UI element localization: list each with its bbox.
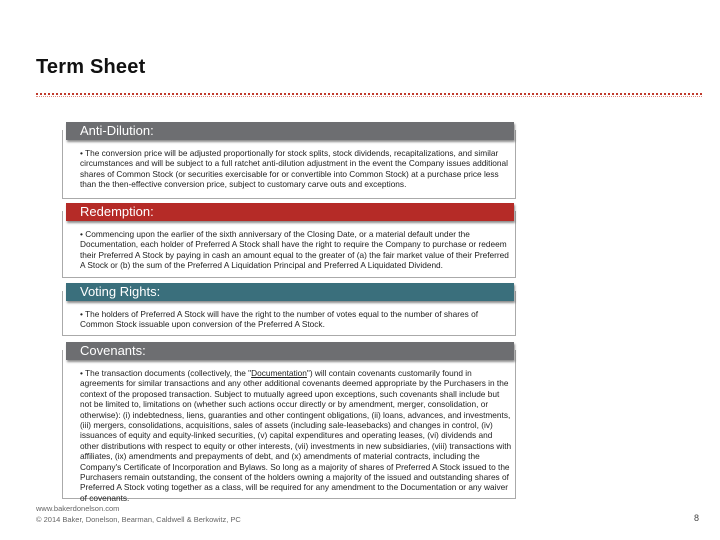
anti-dilution-heading: Anti-Dilution: [66,122,514,140]
redemption-text: • Commencing upon the earlier of the sixth anniversary of the Closing Date, or a material default under the Documentation, each holder of Preferred A Stock shall have the right to require the Company to purchase or redeem their Preferred A Stock by paying in cash an amount equal to the greater of (a) the fair market value of their Preferred A Stock or (b) the sum of the Preferred A Liquidation Principal and Preferred A Liquidated Dividend. [80,229,509,271]
voting-rights-heading: Voting Rights: [66,283,514,301]
covenants-text-part: • The transaction documents (collectively, the " [80,368,252,378]
covenants-heading: Covenants: [66,342,514,360]
footer-copyright: © 2014 Baker, Donelson, Bearman, Caldwell & Berkowitz, PC [36,515,241,524]
anti-dilution-text: • The conversion price will be adjusted proportionally for stock splits, stock dividends, recapitalizations, and similar circumstances and will be subject to a full ratchet anti-dilution adjustment in the event the Company issues additional shares of Common Stock (or securities exercisable for or convertible into Common Stock) at a purchase price less than the then-effective conversion price, subject to customary carve outs and exceptions. [80,148,508,190]
documentation-term: Documentation [251,368,307,378]
page-title: Term Sheet [36,56,146,78]
voting-rights-text: • The holders of Preferred A Stock will have the right to the number of votes equal to the number of shares of Common Stock issuable upon conversion of the Preferred A Stock. [80,309,478,330]
redemption-heading: Redemption: [66,203,514,221]
footer-website: www.bakerdonelson.com [36,504,120,513]
page-number: 8 [694,513,700,523]
title-divider [36,93,702,95]
covenants-text [80,368,512,503]
covenants-text-part: ") will contain covenants customarily found in agreements for similar transactions and any other additional covenants deemed appropriate by the Purchasers in the context of the proposed transaction. Subject to mutually agreed upon exceptions, such covenants shall include but not be limited to, limitations on (whether such actions occur directly or by amendment, merger, consolidation, or otherwise): (i) indebtedness, liens, guaranties and other contingent obligations, (ii) loans, advances, and investments, (iii) mergers, consolidations, acquisitions, sales of assets (including sale-leasebacks) and changes in control, (iv) issuances of equity and equity-linked securities, (v) capital expenditures and operating leases, (vi) dividends and other distributions with respect to equity or other interests, (vii) investments in new subsidiaries, (viii) transactions with affiliates, (ix) amendments and prepayments of debt, and (x) amendments of material contracts, including the Company's Certificate of Incorporation and Bylaws. So long as a majority of shares of Preferred A Stock issued to the Purchasers remain outstanding, the consent of the holders owning a majority of the issued and outstanding shares of Preferred A Stock voting together as a class, will be required for any amendment to the Documentation or any waiver of covenants. [80,368,512,503]
title-divider-secondary [36,96,702,97]
